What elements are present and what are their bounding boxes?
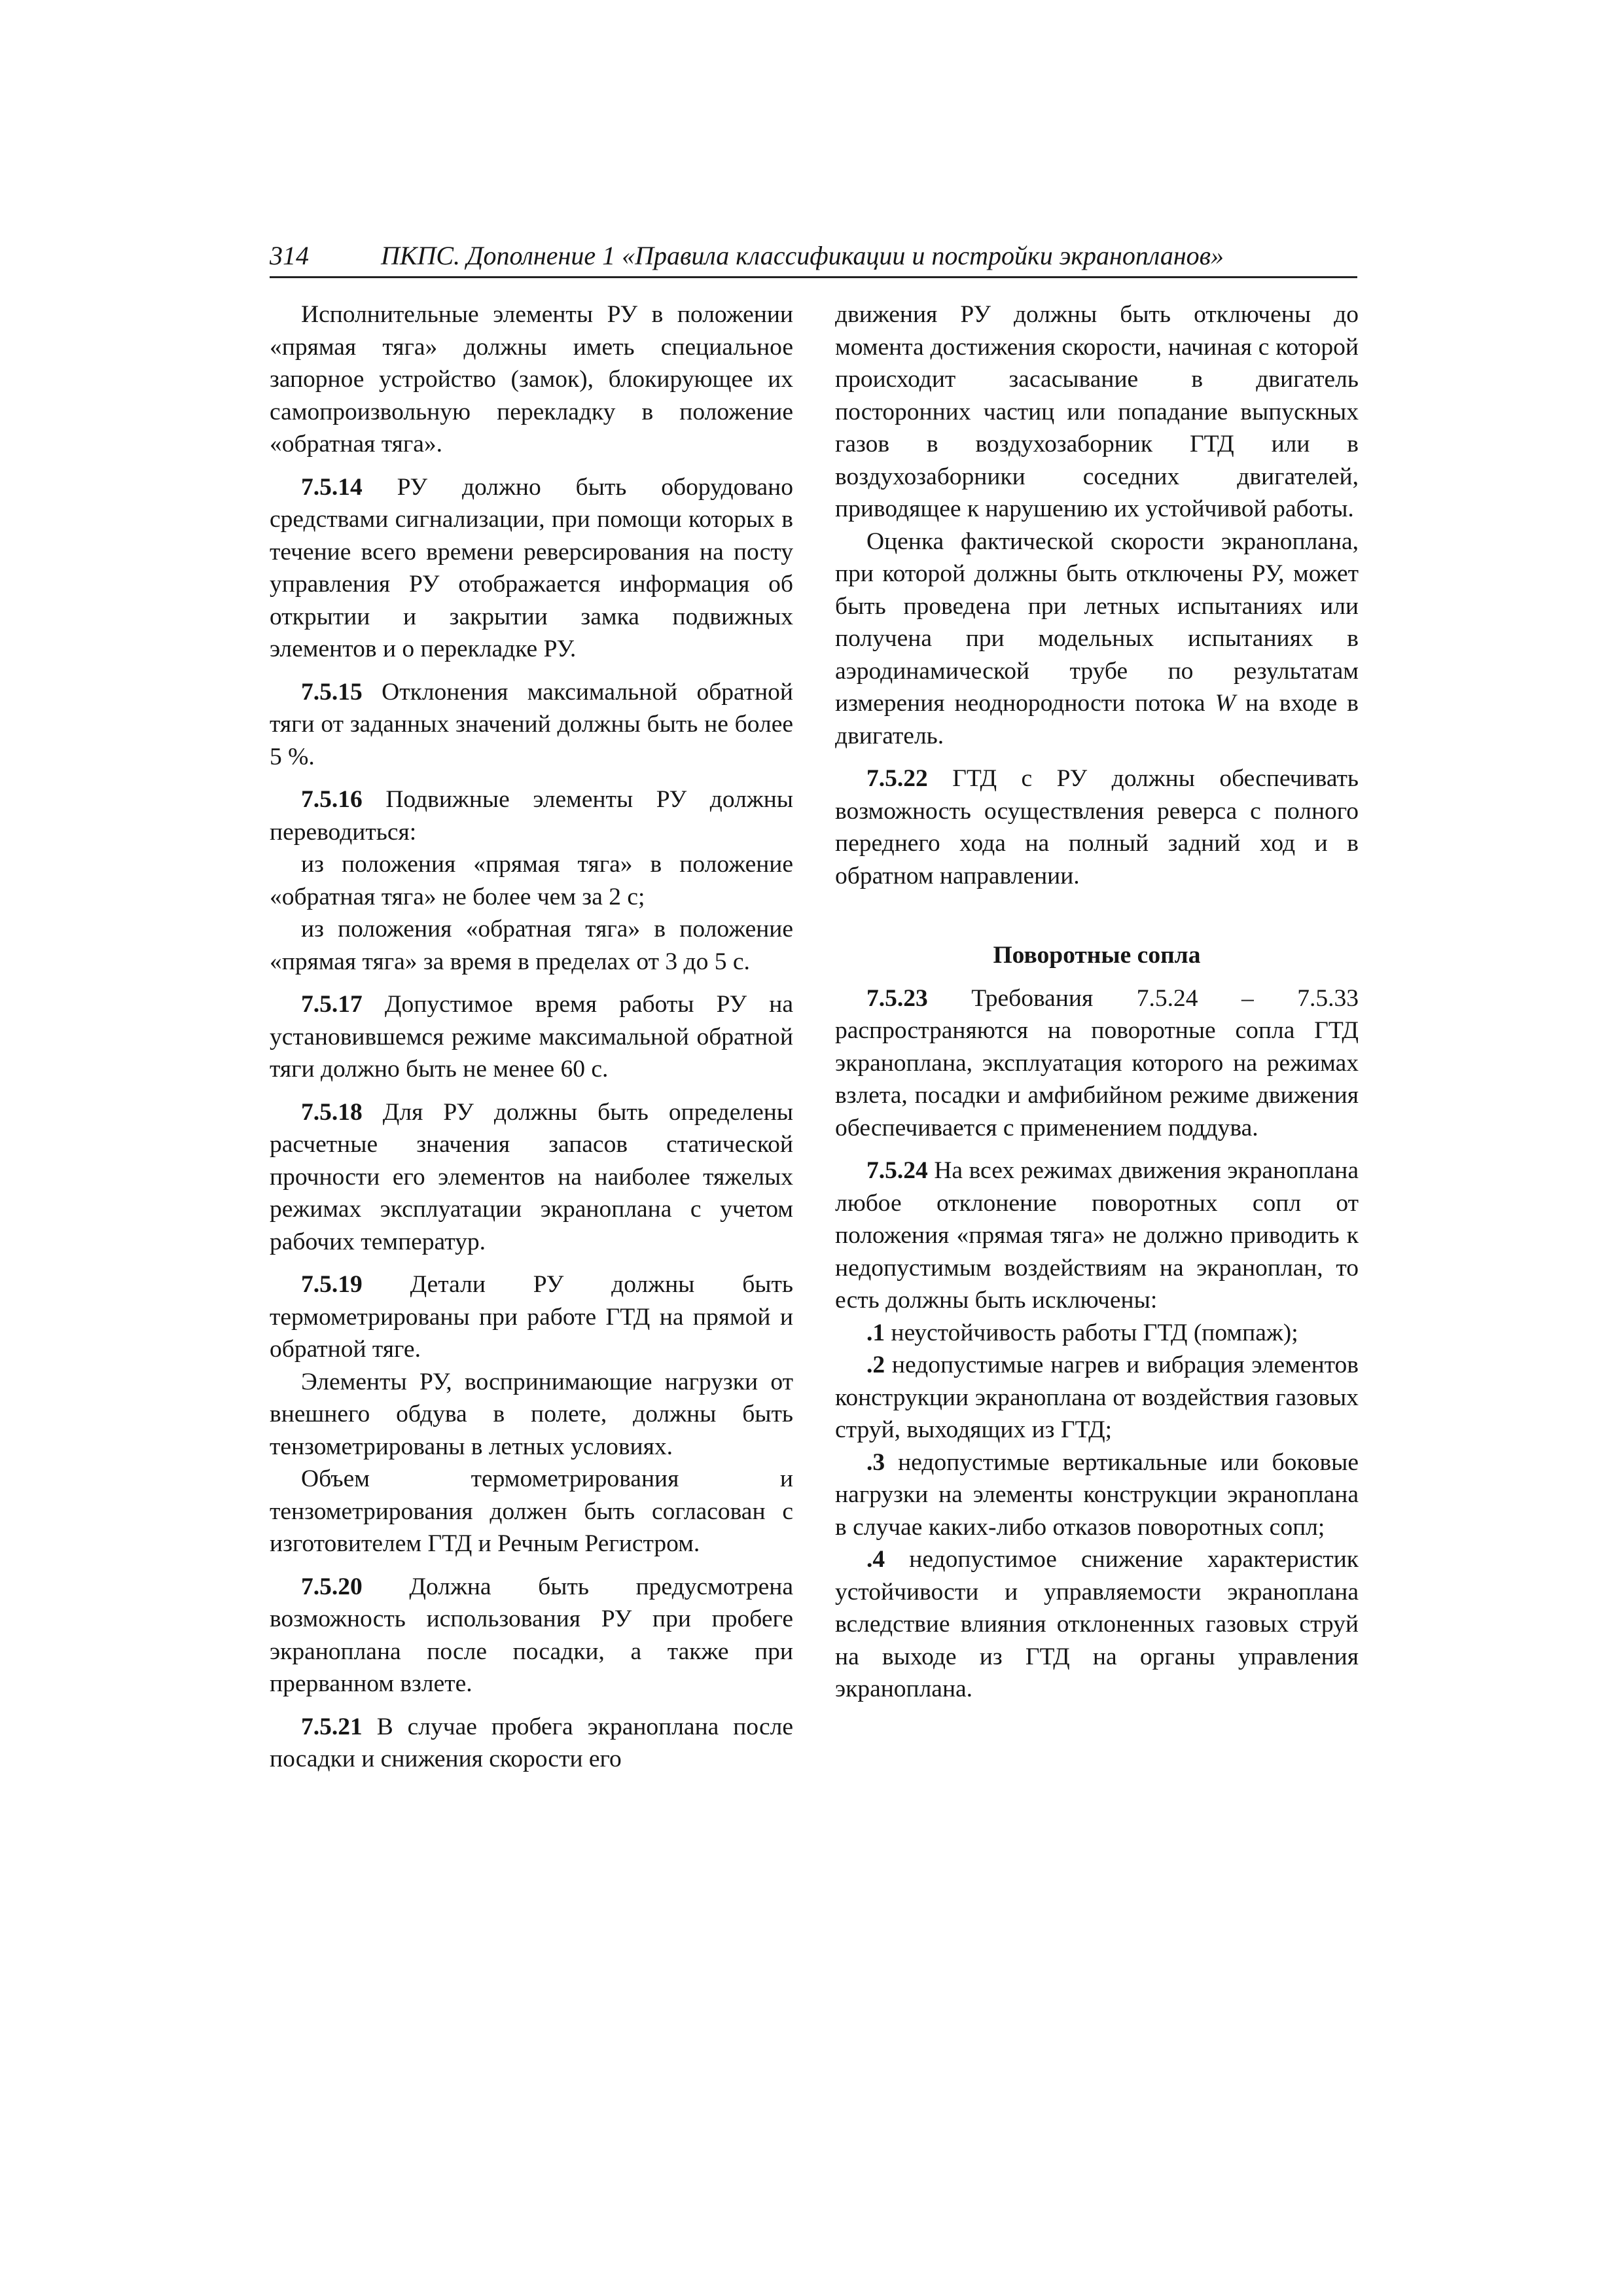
section-7-5-21 [270, 1711, 793, 1776]
paragraph-text: Оценка фактической скорости экраноплана, при которой должны быть отключены РУ, может быть проведена при летных испытаниях или получена при модельных испытаниях в аэродинамической трубе по результатам измерения неоднородности потока [835, 528, 1359, 717]
section-7-5-14 [270, 471, 793, 666]
section-7-5-16-item-1: из положения «прямая тяга» в положение «обратная тяга» не более чем за 2 с; [270, 851, 793, 910]
section-7-5-19 [270, 1268, 793, 1366]
section-text: РУ должно быть оборудовано средствами сигнализации, при помощи которых в течение всего времени реверсирования на посту управления РУ отображается информация об открытии и закрытии замка подвижных элементов и о перекладке РУ. [270, 473, 793, 662]
list-item-2 [835, 1349, 1359, 1446]
paragraph-locking-device: Исполнительные элементы РУ в положении «прямая тяга» должны иметь специальное запорное устройство (замок), блокирующее их самопроизвольную перекладку в положение «обратная тяга». [270, 301, 793, 457]
list-item-number: .2 [866, 1352, 885, 1378]
section-number: 7.5.20 [301, 1573, 363, 1600]
section-text: ГТД с РУ должны обеспечивать возможность осуществления реверса с полного переднего хода на полный задний ход и в обратном направлении. [835, 765, 1359, 889]
list-item-number: .3 [866, 1448, 885, 1476]
section-7-5-21-paragraph-2 [835, 526, 1359, 753]
list-item-number: .4 [866, 1546, 885, 1573]
section-number: 7.5.16 [301, 786, 363, 813]
section-text: На всех режимах движения экраноплана любое отклонение поворотных сопл от положения «прямая тяга» не должно приводить к недопустимым воздействиям на экраноплан, то есть должны быть исключены: [835, 1157, 1359, 1314]
section-text: В случае пробега экраноплана после посадки и снижения скорости его [270, 1713, 793, 1772]
section-7-5-22 [835, 762, 1359, 892]
section-number: 7.5.24 [866, 1157, 928, 1184]
list-item-3 [835, 1446, 1359, 1544]
section-number: 7.5.14 [301, 473, 363, 501]
section-number: 7.5.22 [866, 765, 928, 792]
right-column [835, 298, 1359, 1706]
section-text: Детали РУ должны быть термометрированы при работе ГТД на прямой и обратной тяге. [270, 1271, 793, 1363]
section-number: 7.5.23 [866, 984, 928, 1012]
section-7-5-19-paragraph-3: Объем термометрирования и тензометрирования должен быть согласован с изготовителем ГТД и Речным Регистром. [270, 1465, 793, 1557]
section-7-5-23 [835, 982, 1359, 1145]
section-text: Подвижные элементы РУ должны переводиться: [270, 786, 793, 846]
section-7-5-19-paragraph-2: Элементы РУ, воспринимающие нагрузки от внешнего обдува в полете, должны быть тензометрированы в летных условиях. [270, 1368, 793, 1460]
list-item-1 [835, 1317, 1359, 1350]
section-number: 7.5.19 [301, 1271, 363, 1298]
section-7-5-24 [835, 1155, 1359, 1317]
section-text: Отклонения максимальной обратной тяги от заданных значений должны быть не более 5 %. [270, 678, 793, 770]
section-number: 7.5.21 [301, 1713, 363, 1740]
section-text: Для РУ должны быть определены расчетные значения запасов статической прочности его элементов на наиболее тяжелых режимах эксплуатации экраноплана с учетом рабочих температур. [270, 1098, 793, 1255]
section-7-5-17 [270, 988, 793, 1086]
section-text: Должна быть предусмотрена возможность использования РУ при пробеге экраноплана после посадки, а также при прерванном взлете. [270, 1573, 793, 1697]
list-item-text: неустойчивость работы ГТД (помпаж); [885, 1319, 1298, 1346]
page-number: 314 [270, 241, 309, 270]
running-title: ПКПС. Дополнение 1 «Правила классификации и постройки экранопланов» [381, 241, 1224, 270]
section-number: 7.5.17 [301, 991, 363, 1018]
section-7-5-16 [270, 783, 793, 848]
page-header [270, 236, 1357, 278]
paragraph-text-end: на входе в двигатель. [835, 690, 1359, 749]
section-text: Допустимое время работы РУ на установившемся режиме максимальной обратной тяги должно быть не менее 60 с. [270, 991, 793, 1083]
subsection-heading: Поворотные сопла [993, 942, 1201, 969]
section-text: Требования 7.5.24 – 7.5.33 распространяются на поворотные сопла ГТД экраноплана, эксплуатация которого на режимах взлета, посадки и амфибийном режиме движения обеспечивается с применением поддува. [835, 984, 1359, 1141]
section-7-5-20 [270, 1571, 793, 1700]
list-item-number: .1 [866, 1319, 885, 1346]
section-7-5-18 [270, 1096, 793, 1259]
left-column [270, 298, 793, 1776]
list-item-text: недопустимые вертикальные или боковые нагрузки на элементы конструкции экраноплана в случае каких-либо отказов поворотных сопл; [835, 1448, 1359, 1541]
list-item-text: недопустимые нагрев и вибрация элементов конструкции экраноплана от воздействия газовых струй, выходящих из ГТД; [835, 1352, 1359, 1443]
section-7-5-16-item-2: из положения «обратная тяга» в положение «прямая тяга» за время в пределах от 3 до 5 с. [270, 916, 793, 975]
list-item-4 [835, 1543, 1359, 1706]
list-item-text: недопустимое снижение характеристик устойчивости и управляемости экраноплана вследствие влияния отклоненных газовых струй на выходе из ГТД на органы управления экраноплана. [835, 1546, 1359, 1702]
section-number: 7.5.15 [301, 678, 363, 706]
section-number: 7.5.18 [301, 1098, 363, 1126]
flow-variable: W [1215, 690, 1236, 717]
section-7-5-21-continuation: движения РУ должны быть отключены до момента достижения скорости, начиная с которой происходит засасывание в двигатель посторонних частиц или попадание выпускных газов в воздухозаборник ГТД или в воздухозаборники соседних двигателей, приводящее к нарушению их устойчивой работы. [835, 301, 1359, 522]
section-7-5-15 [270, 676, 793, 774]
